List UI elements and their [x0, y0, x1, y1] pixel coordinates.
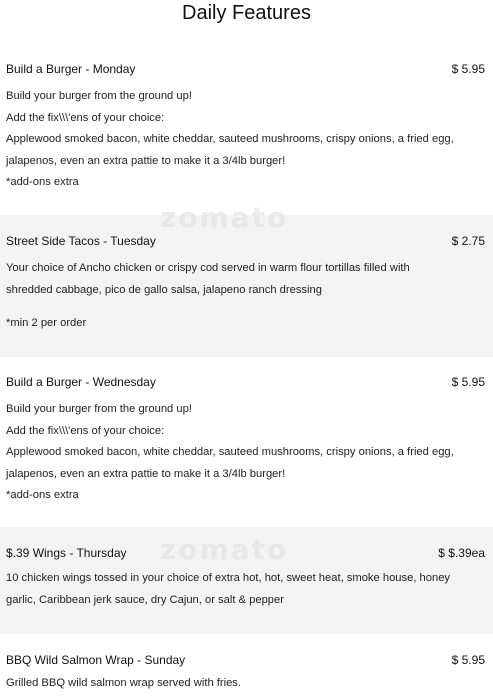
description-line: jalapenos, even an extra pattie to make it a 3/4lb burger! [6, 467, 286, 480]
zomato-watermark: zomato [160, 201, 289, 234]
item-name: Build a Burger - Wednesday [6, 375, 156, 389]
description-line: Build your burger from the ground up! [6, 90, 192, 102]
description-line: shredded cabbage, pico de gallo salsa, jalapeno ranch dressing [6, 283, 322, 296]
item-note: *min 2 per order [6, 317, 87, 330]
item-name: Build a Burger - Monday [6, 62, 136, 76]
menu-item-wednesday [0, 357, 493, 527]
item-description [0, 86, 493, 194]
description-line: Applewood smoked bacon, white cheddar, sauteed mushrooms, crispy onions, a fried egg, [6, 446, 454, 459]
description-line: *add-ons extra [6, 176, 79, 189]
item-description [0, 258, 493, 335]
item-name: BBQ Wild Salmon Wrap - Sunday [6, 653, 186, 667]
item-header [0, 375, 493, 389]
menu-item-thursday [0, 527, 493, 634]
description-line: *add-ons extra [6, 489, 79, 502]
item-header [0, 234, 493, 248]
item-description [0, 399, 493, 507]
item-price: $ $.39ea [438, 546, 485, 560]
item-description [0, 673, 493, 695]
item-price: $ 5.95 [451, 375, 485, 389]
zomato-watermark: zomato [160, 533, 289, 566]
item-name: $.39 Wings - Thursday [6, 546, 127, 560]
description-line: jalapenos, even an extra pattie to make it a 3/4lb burger! [6, 154, 286, 167]
item-header [0, 62, 493, 76]
menu-item-sunday [0, 634, 493, 700]
description-line: Build your burger from the ground up! [6, 403, 192, 415]
item-price: $ 2.75 [451, 234, 485, 248]
item-header [0, 546, 493, 560]
item-price: $ 5.95 [451, 653, 485, 667]
description-line: Your choice of Ancho chicken or crispy cod served in warm flour tortillas filled with [6, 262, 410, 274]
description-line: Applewood smoked bacon, white cheddar, sauteed mushrooms, crispy onions, a fried egg, [6, 133, 454, 146]
description-line: Add the fix\\\'ens of your choice: [6, 424, 165, 437]
description-line: garlic, Caribbean jerk sauce, dry Cajun, or salt & pepper [6, 593, 284, 606]
item-description [0, 568, 493, 611]
item-header [0, 653, 493, 667]
menu-item-monday [0, 45, 493, 215]
item-name: Street Side Tacos - Tuesday [6, 234, 156, 248]
description-line: Add the fix\\\'ens of your choice: [6, 111, 165, 124]
description-line: 10 chicken wings tossed in your choice of extra hot, hot, sweet heat, smoke house, honey [6, 572, 451, 584]
page-title: Daily Features [182, 2, 311, 24]
item-price: $ 5.95 [451, 62, 485, 76]
menu-item-tuesday [0, 201, 493, 357]
description-line: Grilled BBQ wild salmon wrap served with fries. [6, 677, 242, 689]
